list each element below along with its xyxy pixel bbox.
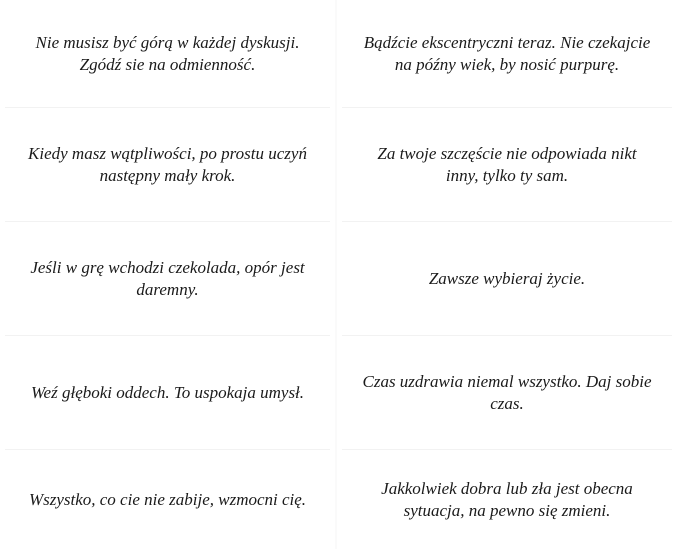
quote-card bbox=[362, 336, 652, 449]
quote-text: Kiedy masz wątpliwości, po prostu uczyń następny mały krok. bbox=[28, 143, 307, 185]
quote-text: Weź głęboki oddech. To uspokaja umysł. bbox=[30, 382, 305, 402]
column-divider bbox=[335, 0, 337, 549]
quote-text: Czas uzdrawia niemal wszystko. Daj sobie czas. bbox=[362, 371, 652, 413]
quote-text: Zawsze wybieraj życie. bbox=[428, 268, 586, 288]
quote-card bbox=[362, 108, 652, 221]
quote-card bbox=[20, 108, 315, 221]
quote-text: Jeśli w grę wchodzi czekolada, opór jest daremny. bbox=[30, 257, 305, 299]
quote-text: Wszystko, co cie nie zabije, wzmocni cię. bbox=[28, 489, 307, 509]
quote-card bbox=[362, 222, 652, 335]
quote-card bbox=[20, 336, 315, 449]
quote-text: Bądźcie ekscentryczni teraz. Nie czekajcie na późny wiek, by nosić purpurę. bbox=[363, 32, 651, 74]
quote-card bbox=[362, 0, 652, 107]
quote-card bbox=[362, 450, 652, 549]
quote-text: Za twoje szczęście nie odpowiada nikt inny, tylko ty sam. bbox=[377, 143, 637, 185]
quote-card bbox=[20, 450, 315, 549]
quote-card bbox=[20, 222, 315, 335]
quote-text: Jakkolwiek dobra lub zła jest obecna sytuacja, na pewno się zmieni. bbox=[381, 478, 633, 520]
quote-text: Nie musisz być górą w każdej dyskusji. Zgódź sie na odmienność. bbox=[35, 32, 300, 74]
quote-card bbox=[20, 0, 315, 107]
